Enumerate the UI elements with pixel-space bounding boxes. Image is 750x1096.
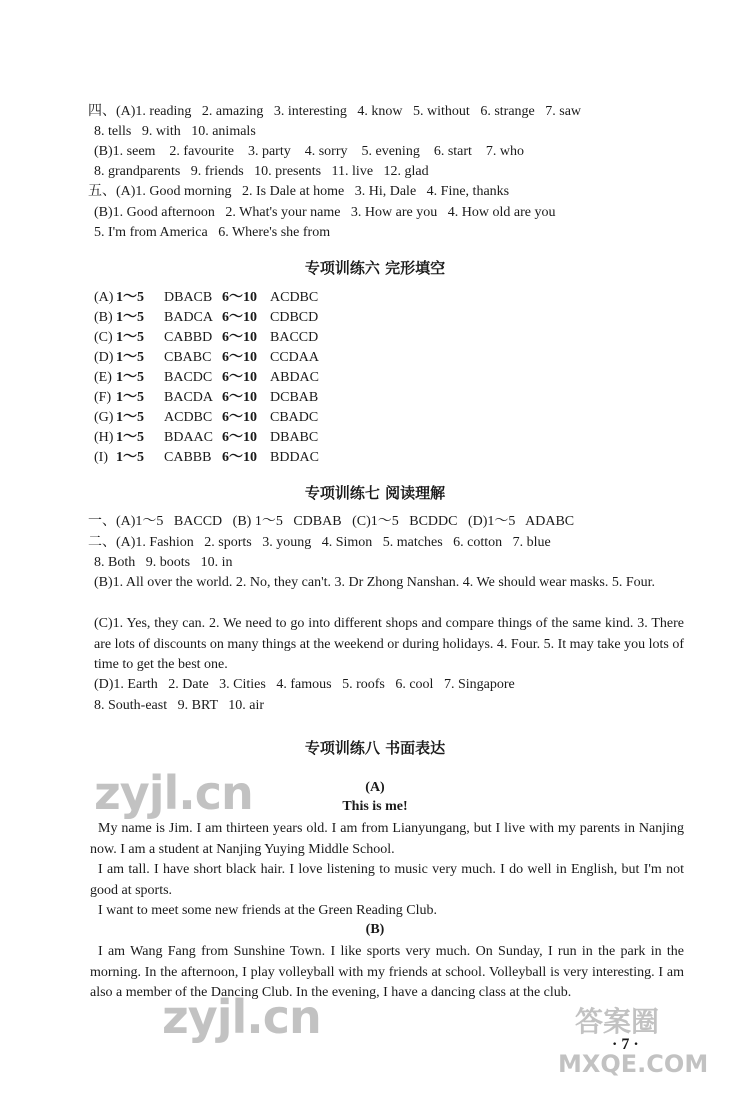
writing-a-paragraph-2: I am tall. I have short black hair. I love listening to music very much. I do well in English, but I'm not good at sports. [90,862,684,898]
heading-cloze: 专项训练六 完形填空 [304,259,446,277]
cloze-row: (G) 1～5 ACDBC 6～10 CBADC [94,410,319,425]
section-4-line-3: (B)1. seem 2. favourite 3. party 4. sorry 5. evening 6. start 7. who [94,144,525,159]
reading-c-answers: (C)1. Yes, they can. 2. We need to go into different shops and compare things of the same kind. 3. There are lots of discounts on many things at the weekend or during holidays. 4. Four. 5. It may take you lots of time to get the best one. [94,616,684,672]
cloze-row: (D) 1～5 CBABC 6～10 CCDAA [94,350,320,365]
reading-d-line-1: (D)1. Earth 2. Date 3. Cities 4. famous 5. roofs 6. cool 7. Singapore [94,677,515,692]
section-5-line-2: (B)1. Good afternoon 2. What's your name 3. How are you 4. How old are you [94,205,556,220]
cloze-row: (C) 1～5 CABBD 6～10 BACCD [94,330,319,345]
writing-a-paragraph-3: I want to meet some new friends at the Green Reading Club. [98,903,438,918]
cloze-row: (B) 1～5 BADCA 6～10 CDBCD [94,310,319,325]
cloze-row: (F) 1～5 BACDA 6～10 DCBAB [94,390,319,405]
section-5-line-3: 5. I'm from America 6. Where's she from [94,225,331,240]
writing-a-paragraph-1: My name is Jim. I am thirteen years old. I am from Lianyungang, but I live with my parents in Nanjing now. I am a student at Nanjing Yuying Middle School. [90,821,684,857]
reading-b-answers: (B)1. All over the world. 2. No, they can't. 3. Dr Zhong Nanshan. 4. We should wear masks. 5. Four. [94,575,656,590]
reading-d-line-2: 8. South-east 9. BRT 10. air [94,698,265,713]
writing-a-label: (A) [365,780,385,795]
writing-b-paragraph: I am Wang Fang from Sunshine Town. I like sports very much. On Sunday, I run in the park in the morning. In the afternoon, I play volleyball with my friends at school. Volleyball is very interesting. I am also a member of the Dancing Club. In the evening, I have a dancing class at the club. [90,944,684,1000]
heading-writing: 专项训练八 书面表达 [304,739,446,757]
cloze-row: (I) 1～5 CABBB 6～10 BDDAC [94,450,320,465]
watermark-answer-logo: 答案圈 [575,1005,660,1038]
heading-reading: 专项训练七 阅读理解 [304,484,446,502]
section-4-line-4: 8. grandparents 9. friends 10. presents 11. live 12. glad [94,164,429,179]
reading-line-3: 8. Both 9. boots 10. in [94,555,233,570]
section-4-line-2: 8. tells 9. with 10. animals [94,124,256,139]
section-5-line-1: 五、(A)1. Good morning 2. Is Dale at home 3. Hi, Dale 4. Fine, thanks [88,184,510,199]
watermark-mxqe: MXQE.COM [558,1050,709,1078]
watermark-zyjl-top: zyjl.cn [94,766,253,820]
section-4-line-1: 四、(A)1. reading 2. amazing 3. interesting 4. know 5. without 6. strange 7. saw [88,104,582,119]
watermark-zyjl-bottom: zyjl.cn [162,990,321,1044]
writing-a-title: This is me! [342,799,408,814]
writing-b-label: (B) [365,922,385,937]
cloze-row: (E) 1～5 BACDC 6～10 ABDAC [94,370,320,385]
page-number: · 7 · [612,1036,639,1053]
cloze-row: (H) 1～5 BDAAC 6～10 DBABC [94,430,319,445]
cloze-row: (A) 1～5 DBACB 6～10 ACDBC [94,290,319,305]
reading-line-1: 一、(A)1～5 BACCD (B) 1～5 CDBAB (C)1～5 BCDDC (D)1～5 ADABC [88,514,575,529]
reading-line-2: 二、(A)1. Fashion 2. sports 3. young 4. Simon 5. matches 6. cotton 7. blue [88,535,551,550]
